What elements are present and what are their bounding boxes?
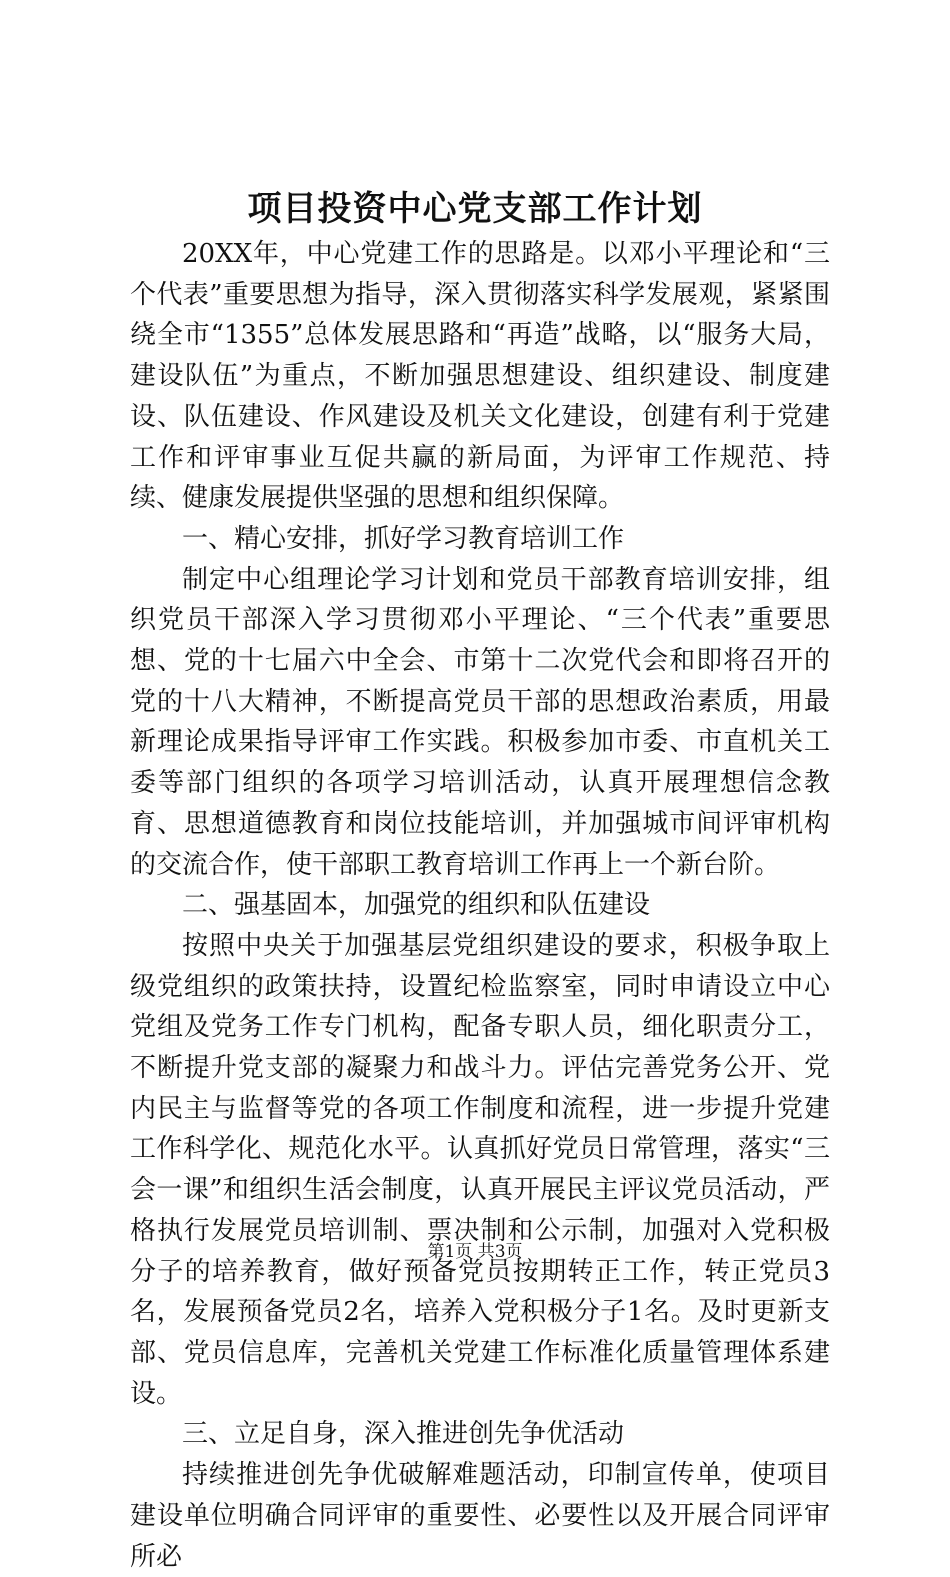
section-heading-3: 三、立足自身，深入推进创先争优活动 <box>182 1419 625 1450</box>
page-number-footer: 第1页 共3页 <box>427 1242 523 1262</box>
document-title: 项目投资中心党支部工作计划 <box>247 189 703 229</box>
paragraph-section-1: 制定中心组理论学习计划和党员干部教育培训安排，组织党员干部深入学习贯彻邓小平理论、“三个代表”重要思想、党的十七届六中全会、市第十二次党代会和即将召开的党的十八大精神，不断提高党员干部的思想政治素质，用最新理论成果指导评审工作实践。积极参加市委、市直机关工委等部门组织的各项学习培训活动，认真开展理想信念教育、思想道德教育和岗位技能培训，并加强城市间评审机构的交流合作，使干部职工教育培训工作再上一个新台阶。 <box>130 564 830 880</box>
section-heading-2: 二、强基固本，加强党的组织和队伍建设 <box>182 890 651 921</box>
paragraph-section-3: 持续推进创先争优破解难题活动，印制宣传单，使项目建设单位明确合同评审的重要性、必要性以及开展合同评审所必 <box>130 1460 830 1572</box>
section-heading-1: 一、精心安排，抓好学习教育培训工作 <box>182 523 625 554</box>
paragraph-intro: 20XX年，中心党建工作的思路是。以邓小平理论和“三个代表”重要思想为指导，深入贯彻落实科学发展观，紧紧围绕全市“1355”总体发展思路和“再造”战略，以“服务大局，建设队伍”为重点，不断加强思想建设、组织建设、制度建设、队伍建设、作风建设及机关文化建设，创建有利于党建工作和评审事业互促共赢的新局面，为评审工作规范、持续、健康发展提供坚强的思想和组织保障。 <box>130 239 830 514</box>
paragraph-section-2: 按照中央关于加强基层党组织建设的要求，积极争取上级党组织的政策扶持，设置纪检监察室，同时申请设立中心党组及党务工作专门机构，配备专职人员，细化职责分工，不断提升党支部的凝聚力和战斗力。评估完善党务公开、党内民主与监督等党的各项工作制度和流程，进一步提升党建工作科学化、规范化水平。认真抓好党员日常管理，落实“三会一课”和组织生活会制度，认真开展民主评议党员活动，严格执行发展党员培训制、票决制和公示制，加强对入党积极分子的培养教育，做好预备党员按期转正工作，转正党员3名，发展预备党员2名，培养入党积极分子1名。及时更新支部、党员信息库，完善机关党建工作标准化质量管理体系建设。 <box>130 930 830 1409</box>
document-body <box>130 234 830 1577</box>
